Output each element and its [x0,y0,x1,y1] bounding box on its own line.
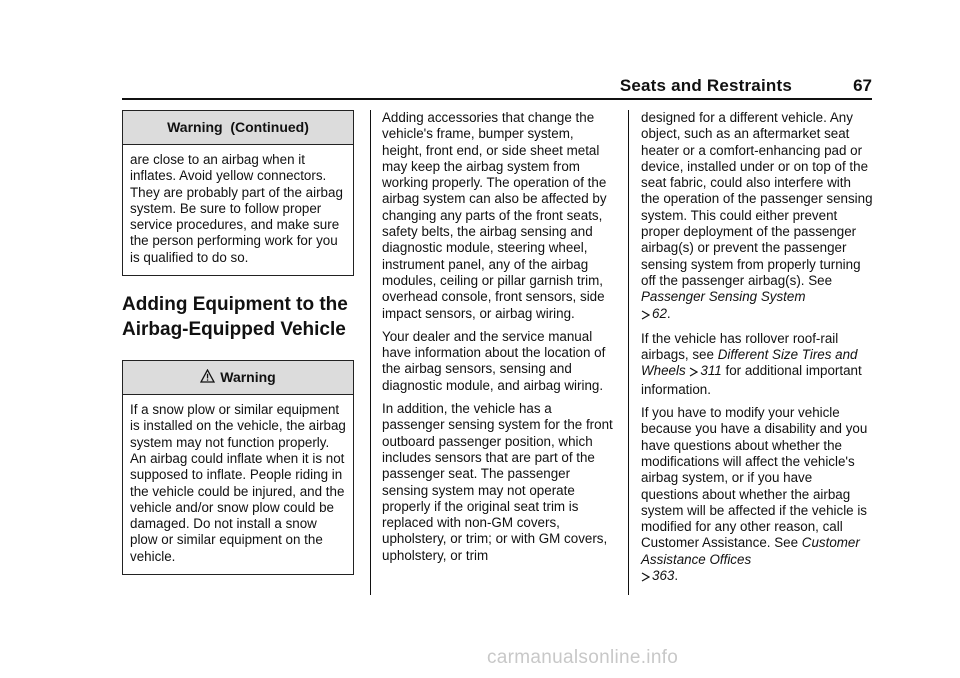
page-arrow-icon [641,308,650,324]
page-reference[interactable]: 311 [700,363,722,379]
warning-header [123,361,353,395]
cross-reference-link[interactable]: Customer Assistance Offices [641,535,860,567]
warning-triangle-icon [200,362,215,395]
paragraph-modify-vehicle [641,405,873,586]
paragraph-text: If you have to modify your vehicle because you have a disability and you have questions about whether the modifications will affect the vehicle's airbag system, or if you have questions about whether the airbag system will be affected if the vehicle is modified for any other reason, call Customer Assistance. See [641,405,868,551]
paragraph-passenger-sensing: In addition, the vehicle has a passenger sensing system for the front outboard passenger position, which includes sensors that are part of the passenger seat. The passenger sensing system may not operate properly if the original seat trim is replaced with non-GM covers, upholstery, or trim; or with GM covers, upholstery, or trim [382,401,613,563]
page-arrow-icon [689,365,698,381]
page-reference[interactable]: 363 [652,568,675,584]
column-divider-1 [370,110,371,595]
paragraph-text: for additional important information. [641,363,862,397]
warning-continued-box [122,110,354,276]
section-running-title: Seats and Restraints [619,76,792,95]
warning-box [122,360,354,575]
column-3 [641,110,873,593]
warning-title: Warning [220,369,276,386]
page-arrow-icon [641,570,650,586]
column-2 [382,110,614,571]
paragraph-text: designed for a different vehicle. Any object, such as an aftermarket seat heater or a comfort-enhancing pad or device, installed under or on top of the seat fabric, could also interfere with the operation of the passenger sensing system. This could either prevent proper deployment of the passenger airbag(s) or prevent the passenger sensing system from properly turning off the passenger airbag(s). See [641,110,873,288]
page-reference[interactable]: 62 [652,305,667,321]
paragraph-different-vehicle [641,110,873,324]
paragraph-dealer-manual: Your dealer and the service manual have information about the location of the airbag sensors, sensing and diagnostic module, and airbag wiring. [382,328,606,393]
warning-text: If a snow plow or similar equipment is installed on the vehicle, the airbag system may not function properly. An airbag could inflate when it is not supposed to inflate. People riding in the vehicle could be injured, and the vehicle and/or snow plow could be damaged. Do not install a snow plow or similar equipment on the vehicle. [130,402,346,564]
cross-reference-link[interactable]: Passenger Sensing System [641,289,806,305]
page-number: 67 [853,76,872,95]
page-header [122,68,872,100]
punctuation: . [666,305,671,321]
warning-continued-title: Warning (Continued) [123,111,353,145]
punctuation: . [674,568,679,584]
watermark: carmanualsonline.info [487,647,679,668]
column-1 [122,110,354,591]
column-divider-2 [628,110,629,595]
paragraph-text: If the vehicle has rollover roof-rail airbags, see [641,330,839,363]
paragraph-rollover [641,331,873,398]
header-rule [122,98,872,100]
cross-reference-link[interactable]: Different Size Tires and Wheels [641,347,858,379]
warning-continued-text: are close to an airbag when it inflates. Avoid yellow connectors. They are probably part of the airbag system. Be sure to follow proper service procedures, and make sure the person performing work for you is qualified to do so. [130,152,343,265]
paragraph-accessories: Adding accessories that change the vehicle's frame, bumper system, height, front end, or side sheet metal may keep the airbag system from working properly. The operation of the airbag system can also be affected by changing any parts of the front seats, safety belts, the airbag sensing and diagnostic module, steering wheel, instrument panel, any of the airbag modules, ceiling or pillar garnish trim, overhead console, front sensors, side impact sensors, or airbag wiring. [382,110,607,321]
section-heading: Adding Equipment to the Airbag-Equipped Vehicle [122,294,348,341]
